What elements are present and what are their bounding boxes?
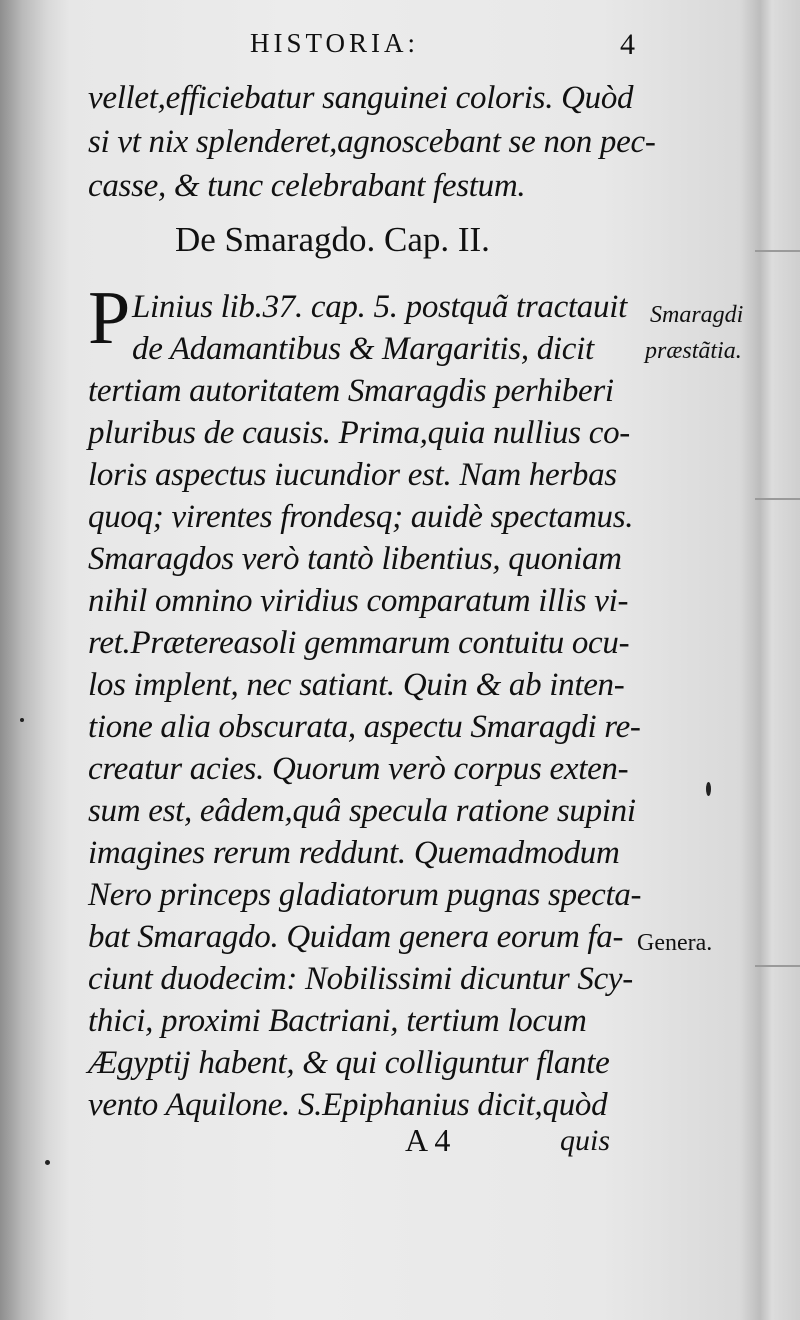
text-line: pluribus de causis. Prima,quia nullius co- bbox=[88, 415, 630, 451]
running-head: HISTORIA: bbox=[250, 28, 420, 58]
margin-note-genera: Genera. bbox=[637, 930, 713, 956]
text-line: tertiam autoritatem Smaragdis perhiberi bbox=[88, 373, 614, 409]
signature-mark: A 4 bbox=[405, 1122, 451, 1158]
catchword: quis bbox=[560, 1124, 611, 1157]
text-line: si vt nix splenderet,agnoscebant se non pec- bbox=[88, 124, 656, 160]
text-line: Nero princeps gladiatorum pugnas specta- bbox=[88, 877, 642, 913]
page-number: 4 bbox=[620, 28, 635, 61]
page-edge-line bbox=[755, 965, 800, 967]
text-line: imagines rerum reddunt. Quemadmodum bbox=[88, 835, 620, 871]
drop-cap: P bbox=[88, 276, 131, 360]
margin-note-smaragdi: Smaragdi bbox=[650, 302, 744, 328]
text-line: Smaragdos verò tantò libentius, quoniam bbox=[88, 541, 622, 577]
text-line: quoq; virentes frondesq; auidè spectamus. bbox=[88, 499, 634, 535]
text-line: Ægyptij habent, & qui colliguntur flante bbox=[88, 1045, 610, 1081]
text-line: ret.Prætereasoli gemmarum contuitu ocu- bbox=[88, 625, 630, 661]
ink-speck bbox=[20, 718, 24, 722]
text-line: los implent, nec satiant. Quin & ab inten- bbox=[88, 667, 625, 703]
text-line: tione alia obscurata, aspectu Smaragdi re- bbox=[88, 709, 641, 745]
margin-note-praestantia: præstãtia. bbox=[645, 338, 742, 364]
ink-speck bbox=[45, 1160, 50, 1165]
text-line: de Adamantibus & Margaritis, dicit bbox=[132, 331, 594, 367]
text-line: thici, proximi Bactriani, tertium locum bbox=[88, 1003, 587, 1039]
text-line: bat Smaragdo. Quidam genera eorum fa- bbox=[88, 919, 624, 955]
page-edge-line bbox=[755, 250, 800, 252]
ink-speck bbox=[706, 782, 711, 796]
chapter-heading: De Smaragdo. Cap. II. bbox=[175, 220, 490, 259]
text-line: Linius lib.37. cap. 5. postquã tractauit bbox=[132, 289, 627, 325]
text-line: vellet,efficiebatur sanguinei coloris. Quòd bbox=[88, 80, 634, 116]
text-line: sum est, eâdem,quâ specula ratione supini bbox=[88, 793, 636, 829]
text-line: loris aspectus iucundior est. Nam herbas bbox=[88, 457, 617, 493]
text-line: vento Aquilone. S.Epiphanius dicit,quòd bbox=[88, 1087, 608, 1123]
text-line: casse, & tunc celebrabant festum. bbox=[88, 168, 526, 204]
page-edge-line bbox=[755, 498, 800, 500]
text-line: nihil omnino viridius comparatum illis vi- bbox=[88, 583, 629, 619]
text-line: ciunt duodecim: Nobilissimi dicuntur Scy- bbox=[88, 961, 633, 997]
text-line: creatur acies. Quorum verò corpus exten- bbox=[88, 751, 629, 787]
